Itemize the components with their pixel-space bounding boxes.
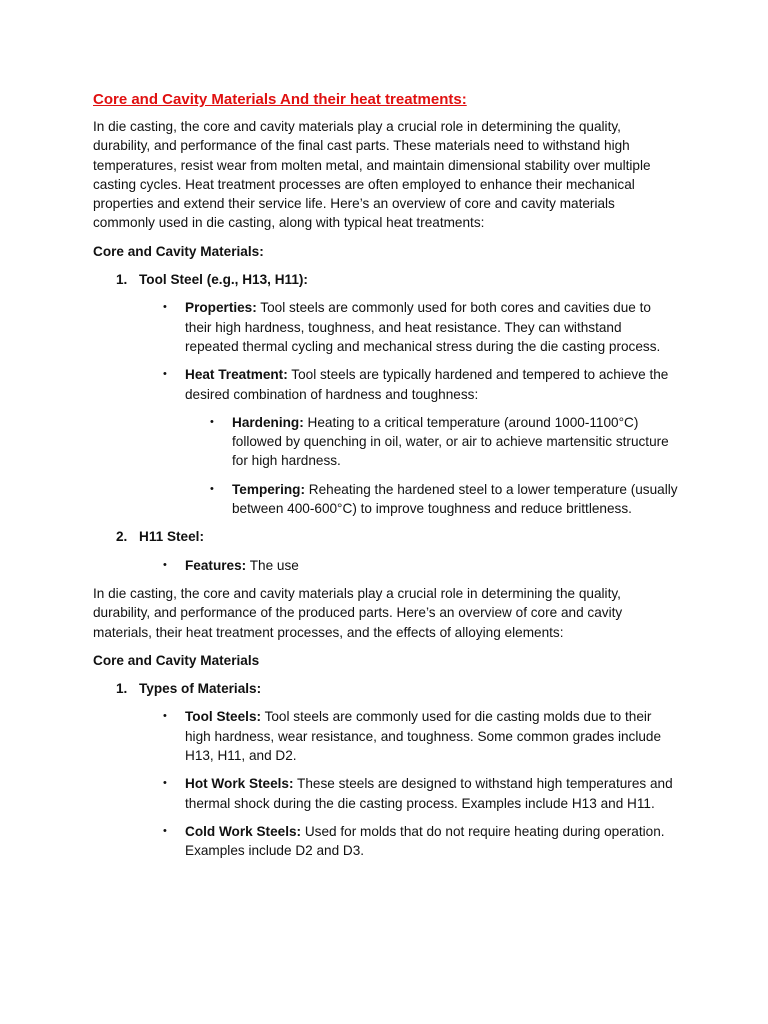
bullet-heat-treatment	[93, 365, 678, 404]
bullet-icon: •	[163, 558, 167, 571]
bullet-icon: •	[210, 482, 214, 495]
bullet-text: Reheating the hardened steel to a lower temperature (usually between 400-600°C) to improve toughness and reduce brittleness.	[232, 481, 678, 517]
bullet-hot-work-steels	[93, 774, 678, 813]
intro-paragraph-1: In die casting, the core and cavity materials play a crucial role in determining the quality, durability, and performance of the final cast parts. These materials need to withstand high temperatures, resist wear from molten metal, and maintain dimensional stability over multiple casting cycles. Heat treatment processes are often employed to enhance their mechanical properties and extend their service life. Here’s an overview of core and cavity materials commonly used in die casting, along with typical heat treatments:	[93, 119, 651, 231]
list-item-label: H11 Steel:	[139, 529, 204, 545]
bullet-properties	[93, 298, 678, 356]
intro-paragraph-2: In die casting, the core and cavity materials play a crucial role in determining the quality, durability, and performance of the produced parts. Here’s an overview of core and cavity materials, their heat treatment processes, and the effects of alloying elements:	[93, 585, 623, 640]
list-item-types-of-materials	[93, 679, 678, 698]
sub-bullet-tempering	[93, 480, 678, 519]
list-number: 1.	[116, 272, 128, 288]
bullet-icon: •	[163, 710, 167, 723]
bullet-icon: •	[163, 824, 167, 837]
bullet-label: Hot Work Steels:	[185, 776, 294, 792]
bullet-text: Tool steels are commonly used for die casting molds due to their high hardness, wear resistance, and toughness. Some common grades include H13, H11, and D2.	[185, 709, 662, 764]
bullet-label: Heat Treatment:	[185, 367, 288, 383]
bullet-tool-steels	[93, 707, 678, 765]
bullet-icon: •	[163, 368, 167, 381]
bullet-cold-work-steels	[93, 822, 678, 861]
bullet-text: Tool steels are typically hardened and tempered to achieve the desired combination of hardness and toughness:	[185, 367, 669, 402]
list-item-label: Tool Steel (e.g., H13, H11):	[139, 272, 308, 288]
bullet-label: Cold Work Steels:	[185, 823, 302, 839]
bullet-text: Used for molds that do not require heating during operation. Examples include D2 and D3.	[185, 823, 665, 859]
list-item-label: Types of Materials:	[139, 681, 262, 697]
bullet-icon: •	[163, 301, 167, 314]
bullet-features	[93, 556, 678, 575]
list-number: 2.	[116, 529, 128, 545]
list-item-tool-steel	[93, 270, 678, 289]
bullet-label: Hardening:	[232, 414, 304, 430]
bullet-icon: •	[210, 415, 214, 428]
bullet-label: Properties:	[185, 300, 257, 316]
bullet-text: These steels are designed to withstand high temperatures and thermal shock during the die casting process. Examples include H13 and H11.	[185, 776, 673, 811]
list-item-h11-steel	[93, 527, 678, 546]
bullet-icon: •	[163, 777, 167, 790]
section-heading-1: Core and Cavity Materials:	[93, 243, 264, 259]
bullet-text: Heating to a critical temperature (around 1000-1100°C) followed by quenching in oil, water, or air to achieve martensitic structure for high hardness.	[232, 414, 669, 469]
bullet-label: Tempering:	[232, 481, 306, 497]
document-title: Core and Cavity Materials And their heat treatments:	[93, 91, 467, 108]
list-number: 1.	[116, 681, 128, 697]
sub-bullet-hardening	[93, 413, 678, 471]
bullet-text: The use	[246, 557, 299, 573]
section-heading-2: Core and Cavity Materials	[93, 652, 260, 668]
bullet-label: Tool Steels:	[185, 709, 262, 725]
bullet-text: Tool steels are commonly used for both cores and cavities due to their high hardness, toughness, and heat resistance. They can withstand repeated thermal cycling and mechanical stress during the die casting process.	[185, 300, 661, 354]
bullet-label: Features:	[185, 557, 247, 573]
